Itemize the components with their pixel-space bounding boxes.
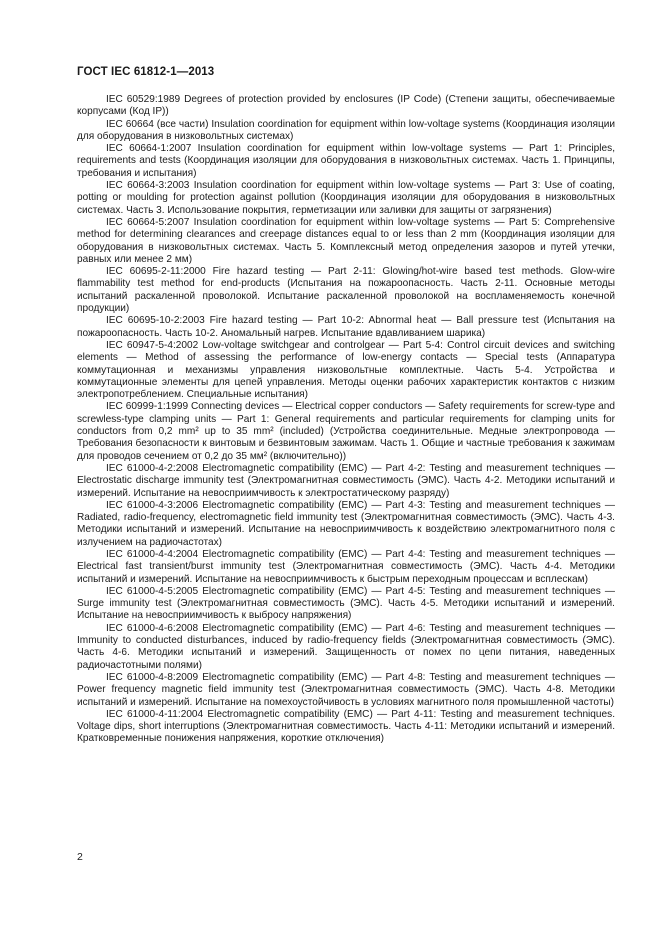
reference-entry: IEC 60999-1:1999 Connecting devices — Electrical copper conductors — Safety requirements for screw-type and screwless-type clamping units — Part 1: General requirements and particular requirements for clamping units for conductors from 0,2 mm² up to 35 mm² (included) (Устройства соединительные. Медные электропровода — Требования безопасности к винтовым и безвинтовым зажимам. Часть 1. Общие и частные требования к зажимам для проводов сечением от 0,2 до 35 мм² (включительно)) — [77, 401, 615, 462]
reference-entry: IEC 60529:1989 Degrees of protection provided by enclosures (IP Code) (Степени защиты, обеспечиваемые корпусами (Код IP)) — [77, 94, 615, 118]
reference-entry: IEC 61000-4-5:2005 Electromagnetic compatibility (EMC) — Part 4-5: Testing and measurement techniques — Surge immunity test (Электромагнитная совместимость (ЭМС). Часть 4-5. Методики испытаний и измерений. Испытание на невосприимчивость к выбросу напряжения) — [77, 585, 615, 622]
reference-entry: IEC 60695-2-11:2000 Fire hazard testing — Part 2-11: Glowing/hot-wire based test methods. Glow-wire flammability test method for end-products (Испытания на пожароопасность. Часть 2-11. Основные методы испытаний раскаленной проволокой. Испытание раскаленной проволокой на воспламеняемость конечной продукции) — [77, 266, 615, 315]
reference-entry: IEC 60664-5:2007 Insulation coordination for equipment within low-voltage systems — Part 5: Comprehensive method for determining clearances and creepage distances equal to or less than 2 mm (Координация изоляции для оборудования в низковольтных системах. Часть 5. Комплексный метод определения зазоров и путей утечки, равных или менее 2 мм) — [77, 216, 615, 265]
reference-entry: IEC 61000-4-3:2006 Electromagnetic compatibility (EMC) — Part 4-3: Testing and measurement techniques — Radiated, radio-frequency, electromagnetic field immunity test (Электромагнитная совместимость (ЭМС). Часть 4-3. Методики испытаний и измерений. Испытание на невосприимчивость к воздействию электромагнитного поля с излучением на радиочастотах) — [77, 499, 615, 548]
reference-entry: IEC 60664-3:2003 Insulation coordination for equipment within low-voltage systems — Part 3: Use of coating, potting or moulding for protection against pollution (Координация изоляции для оборудования в низковольтных системах. Часть 3. Использование покрытия, герметизации или заливки для защиты от загрязнения) — [77, 180, 615, 216]
reference-entry: IEC 60695-10-2:2003 Fire hazard testing — Part 10-2: Abnormal heat — Ball pressure test (Испытания на пожароопасность. Часть 10-2. Аномальный нагрев. Испытание вдавливанием шарика) — [77, 315, 615, 339]
reference-entry: IEC 61000-4-11:2004 Electromagnetic compatibility (EMC) — Part 4-11: Testing and measurement techniques. Voltage dips, short interruptions (Электромагнитная совместимость. Часть 4-11: Методики испытаний и измерений. Кратковременные понижения напряжения, короткие отключения) — [77, 708, 615, 745]
reference-entry: IEC 61000-4-4:2004 Electromagnetic compatibility (EMC) — Part 4-4: Testing and measurement techniques — Electrical fast transient/burst immunity test (Электромагнитная совместимость (ЭМС). Часть 4-4. Методики испытаний и измерений. Испытание на невосприимчивость к быстрым переходным процессам и всплескам) — [77, 548, 615, 585]
reference-entry: IEC 61000-4-8:2009 Electromagnetic compatibility (EMC) — Part 4-8: Testing and measurement techniques — Power frequency magnetic field immunity test (Электромагнитная совместимость (ЭМС). Часть 4-8. Методики испытаний и измерений. Испытание на помехоустойчивость в условиях магнитного поля промышленной частоты) — [77, 671, 615, 708]
reference-entry: IEC 61000-4-2:2008 Electromagnetic compatibility (EMC) — Part 4-2: Testing and measurement techniques — Electrostatic discharge immunity test (Электромагнитная совместимость (ЭМС). Часть 4-2. Методики испытаний и измерений. Испытание на невосприимчивость к электростатическому разряду) — [77, 462, 615, 499]
reference-entry: IEC 60664-1:2007 Insulation coordination for equipment within low-voltage systems — Part 1: Principles, requirements and tests (Координация изоляции для оборудования в низковольтных системах. Часть 1. Принципы, требования и испытания) — [77, 143, 615, 179]
normative-references-list — [77, 94, 615, 746]
reference-entry: IEC 61000-4-6:2008 Electromagnetic compatibility (EMC) — Part 4-6: Testing and measurement techniques — Immunity to conducted disturbances, induced by radio-frequency fields (Электромагнитная совместимость (ЭМС). Часть 4-6. Методики испытаний и измерений. Защищенность от помех по цепи питания, наведенных радиочастотными полями) — [77, 622, 615, 671]
document-header: ГОСТ IEC 61812-1—2013 — [77, 66, 215, 78]
page-number: 2 — [77, 851, 83, 863]
reference-entry: IEC 60664 (все части) Insulation coordination for equipment within low-voltage systems (Координация изоляции для оборудования в низковольтных системах) — [77, 118, 615, 142]
reference-entry: IEC 60947-5-4:2002 Low-voltage switchgear and controlgear — Part 5-4: Control circuit devices and switching elements — Method of assessing the performance of low-energy contacts — Special tests (Аппаратура коммутационная и механизмы управления низковольтные комплектные. Часть 5-4. Устройства и коммутационные элементы для цепей управления. Методы оценки рабочих характеристик контактов с низким электропотреблением. Специальные испытания) — [77, 339, 615, 401]
